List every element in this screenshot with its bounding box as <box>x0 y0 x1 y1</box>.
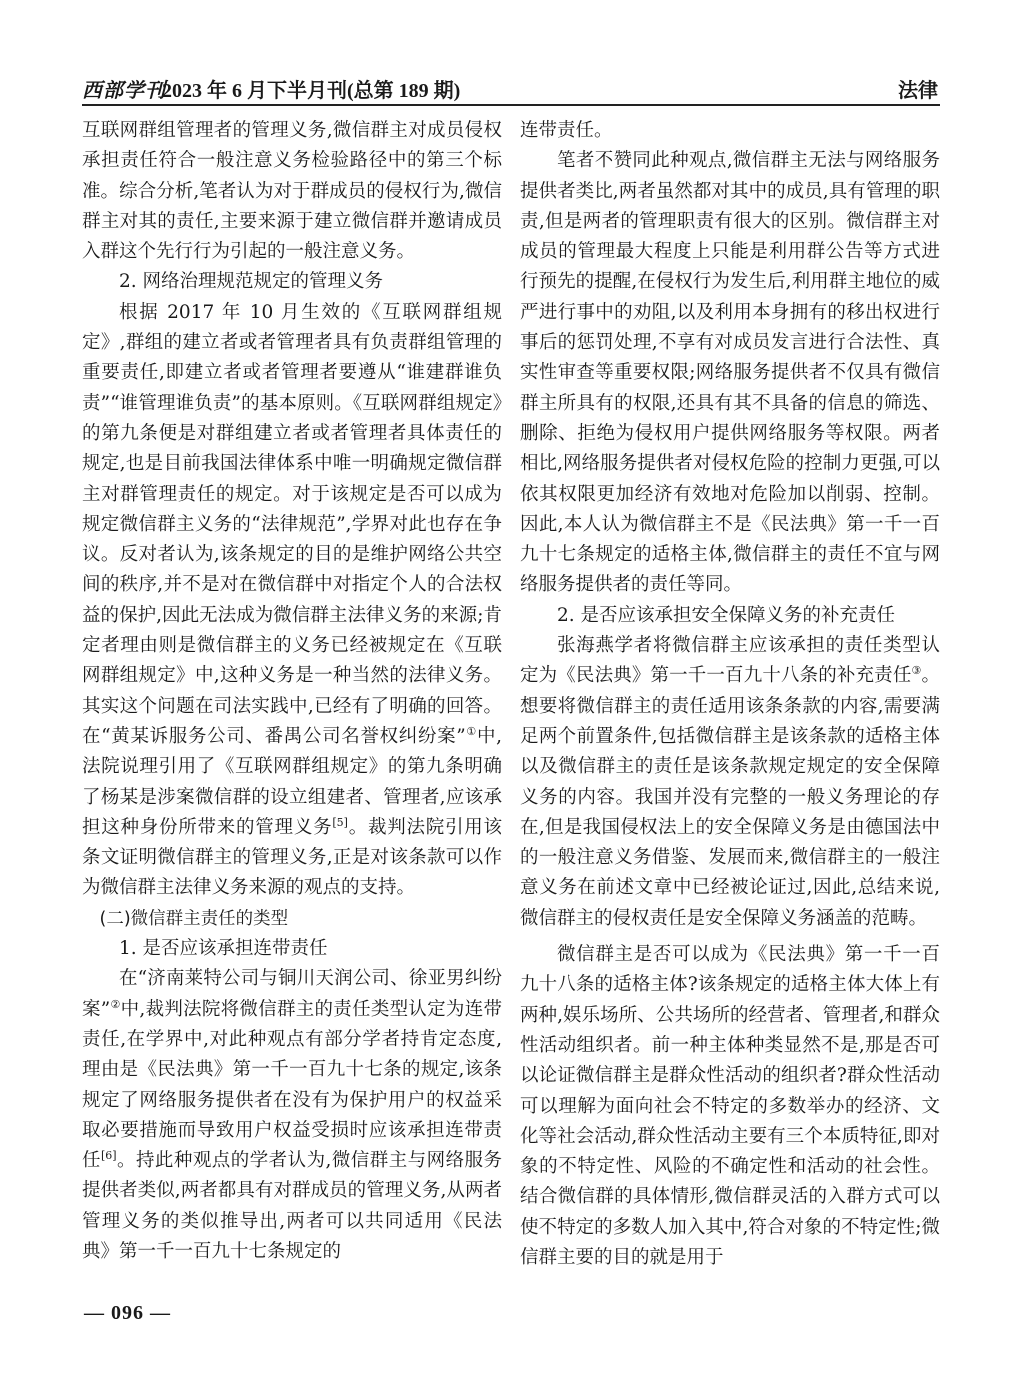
header-divider <box>82 104 940 106</box>
left-column <box>82 116 502 1267</box>
reference-marker: [6] <box>100 1148 117 1162</box>
journal-logo: 西部学刊 <box>82 78 166 102</box>
paragraph-text: 。持此种观点的学者认为,微信群主与网络服务提供者类似,两者都具有对群成员的管理义务,从两者管理义务的类似推导出,两者可以共同适用《民法典》第一千一百九十七条规定的 <box>82 1150 502 1262</box>
paragraph-text: 中,法院说理引用了《互联网群组规定》的第九条明确了杨某是涉案微信群的设立组建者、管理者,应该承担这种身份所带来的管理义务 <box>82 725 502 838</box>
paragraph: 互联网群组管理者的管理义务,微信群主对成员侵权承担责任符合一般注意义务检验路径中的第三个标准。综合分析,笔者认为对于群成员的侵权行为,微信群主对其的责任,主要来源于建立微信群并邀请成员入群这个先行行为引起的一般注意义务。 <box>82 120 502 263</box>
paragraph-text: 根据 2017 年 10 月生效的《互联网群组规定》,群组的建立者或者管理者具有负责群组管理的重要责任,即建立者或者管理者要遵从“谁建群谁负责”“谁管理谁负责”的基本原则。《互联网群组规定》的第九条便是对群组建立者或者管理者具体责任的规定,也是目前我国法律体系中唯一明确规定微信群主对群管理责任的规定。对于该规定是否可以成为规定微信群主义务的“法律规范”,学界对此也存在争议。反对者认为,该条规定的目的是维护网络公共空间的秩序,并不是对在微信群中对指定个人的合法权益的保护,因此无法成为微信群主法律义务的来源;肯定者理由则是微信群主的义务已经被规定在《互联网群组规定》中,这种义务是一种当然的法律义务。其实这个问题在司法实践中,已经有了明确的回答。在“黄某诉服务公司、番禺公司名誉权纠纷案” <box>82 301 502 747</box>
paragraph: 笔者不赞同此种观点,微信群主无法与网络服务提供者类比,两者虽然都对其中的成员,具有管理的职责,但是两者的管理职责有很大的区别。微信群主对成员的管理最大程度上只能是利用群公告等方式进行预先的提醒,在侵权行为发生后,利用群主地位的威严进行事中的劝阻,以及利用本身拥有的移出权进行事后的惩罚处理,不享有对成员发言进行合法性、真实性审查等重要权限;网络服务提供者不仅具有微信群主所具有的权限,还具有其不具备的信息的筛选、删除、拒绝为侵权用户提供网络服务等权限。两者相比,网络服务提供者对侵权危险的控制力更强,可以依其权限更加经济有效地对危险加以削弱、控制。因此,本人认为微信群主不是《民法典》第一千一百九十七条规定的适格主体,微信群主的责任不宜与网络服务提供者的责任等同。 <box>520 150 940 596</box>
paragraph <box>82 964 502 1267</box>
section-name: 法律 <box>898 78 938 102</box>
paragraph-text: 张海燕学者将微信群主应该承担的责任类型认定为《民法典》第一千一百九十八条的补充责任 <box>520 635 940 687</box>
paragraph-text: 。想要将微信群主的责任适用该条条款的内容,需要满足两个前置条件,包括微信群主是该条款的适格主体以及微信群主的责任是该条款规定规定的安全保障义务的内容。我国并没有完整的一般义务理论的存在,但是我国侵权法上的安全保障义务是由德国法中的一般注意义务借鉴、发展而来,微信群主的一般注意义务在前述文章中已经被论证过,因此,总结来说,微信群主的侵权责任是安全保障义务涵盖的范畴。 <box>520 665 940 929</box>
footnote-marker: ① <box>465 724 477 738</box>
footnote-marker: ③ <box>911 664 922 678</box>
page-number: — 096 — <box>84 1302 171 1324</box>
paragraph-text: 中,裁判法院将微信群主的责任类型认定为连带责任,在学界中,对此种观点有部分学者持肯定态度,理由是《民法典》第一千一百九十七条的规定,该条规定了网络服务提供者在没有为保护用户的权益采取必要措施而导致用户权益受损时应该承担连带责任 <box>82 998 502 1172</box>
paragraph-text: 在“济南莱特公司与铜川天润公司、徐亚男纠纷案” <box>82 968 502 1020</box>
section-heading: (二)微信群主责任的类型 <box>99 908 289 929</box>
right-column <box>520 116 940 1273</box>
subsection-heading: 1. 是否应该承担连带责任 <box>119 938 328 960</box>
paragraph: 连带责任。 <box>520 120 613 141</box>
paragraph: 微信群主是否可以成为《民法典》第一千一百九十八条的适格主体?该条规定的适格主体大体上有两种,娱乐场所、公共场所的经营者、管理者,和群众性活动组织者。前一种主体种类显然不是,那是否可以论证微信群主是群众性活动的组织者?群众性活动可以理解为面向社会不特定的多数举办的经济、文化等社会活动,群众性活动主要有三个本质特征,即对象的不特定性、风险的不确定性和活动的社会性。结合微信群的具体情形,微信群灵活的入群方式可以使不特定的多数人加入其中,符合对象的不特定性;微信群主要的目的就是用于 <box>520 944 940 1268</box>
subsection-heading: 2. 网络治理规范规定的管理义务 <box>119 271 384 293</box>
footnote-marker: ② <box>110 997 121 1011</box>
reference-marker: [5] <box>332 815 348 829</box>
issue-info: 2023 年 6 月下半月刊(总第 189 期) <box>162 80 461 102</box>
subsection-heading: 2. 是否应该承担安全保障义务的补充责任 <box>557 604 896 626</box>
paragraph <box>520 631 940 934</box>
paragraph <box>82 298 502 904</box>
paragraph-text: 。裁判法院引用该条文证明微信群主的管理义务,正是对该条款可以作为微信群主法律义务来源的观点的支持。 <box>82 816 502 899</box>
page-header <box>82 70 940 102</box>
